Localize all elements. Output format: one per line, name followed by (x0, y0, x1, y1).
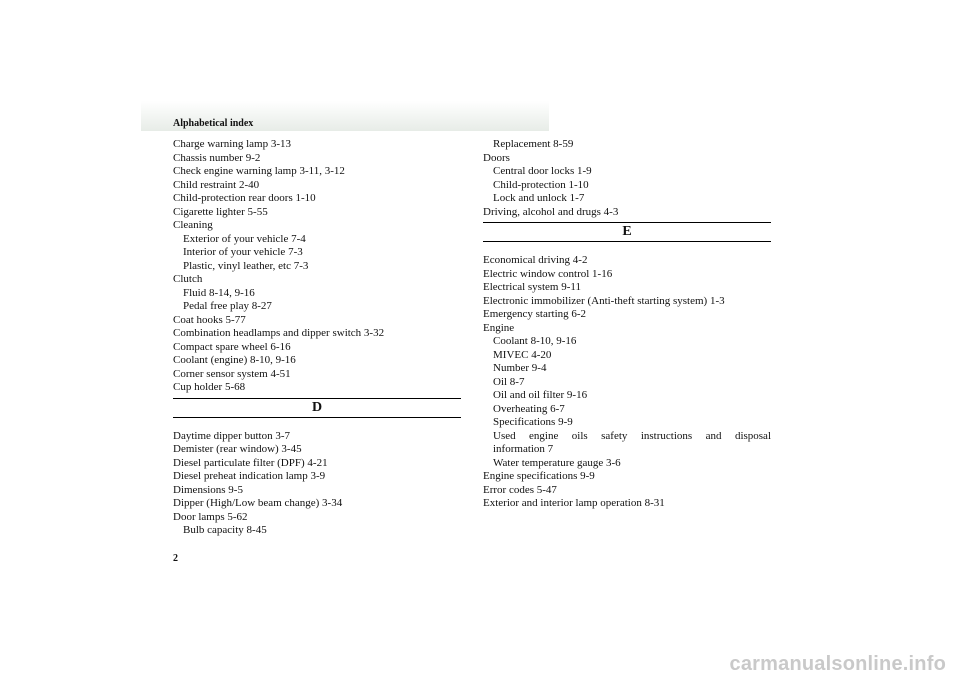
index-entry: Error codes 5-47 (483, 483, 557, 496)
page-title: Alphabetical index (173, 118, 254, 129)
index-entry: Engine (483, 321, 515, 334)
index-subentry: Oil and oil filter 9-16 (493, 389, 588, 401)
index-entry: Emergency starting 6-2 (483, 308, 587, 320)
index-entry: Child-protection rear doors 1-10 (173, 192, 316, 204)
index-subentry: Specifications 9-9 (493, 416, 573, 428)
index-entry: Charge warning lamp 3-13 (173, 138, 292, 150)
index-entry: Diesel preheat indication lamp 3-9 (173, 470, 326, 482)
index-subentry: Number 9-4 (493, 362, 547, 374)
index-entry: Child restraint 2-40 (173, 178, 260, 191)
index-subentry: Water temperature gauge 3-6 (493, 456, 621, 469)
index-entry: Economical driving 4-2 (483, 254, 588, 266)
watermark-link[interactable]: carmanualsonline.info (729, 653, 946, 675)
index-entry: Dimensions 9-5 (173, 483, 243, 496)
index-entry: Clutch (173, 273, 203, 285)
index-entry: Daytime dipper button 3-7 (173, 429, 291, 442)
index-subentry: Central door locks 1-9 (493, 165, 592, 177)
index-entry: Combination headlamps and dipper switch 3-32 (173, 327, 385, 339)
index-entry: Coolant (engine) 8-10, 9-16 (173, 354, 296, 366)
index-subentry: Coolant 8-10, 9-16 (493, 335, 577, 347)
index-subentry: MIVEC 4-20 (493, 348, 552, 361)
index-subentry: Exterior of your vehicle 7-4 (183, 232, 306, 245)
section-heading-d: D (173, 398, 461, 418)
index-subentry: Used engine oils safety instructions and disposal (493, 429, 771, 442)
index-subentry: Child-protection 1-10 (493, 178, 589, 191)
index-entry: Diesel particulate filter (DPF) 4-21 (173, 456, 328, 469)
index-entry: Cigarette lighter 5-55 (173, 205, 268, 218)
index-entry: Exterior and interior lamp operation 8-31 (483, 497, 665, 509)
page-number: 2 (173, 553, 178, 564)
index-entry: Check engine warning lamp 3-11, 3-12 (173, 165, 345, 177)
index-entry: Cup holder 5-68 (173, 381, 246, 393)
index-subentry: Oil 8-7 (493, 375, 525, 388)
index-subentry: Pedal free play 8-27 (183, 300, 272, 312)
index-entry: Demister (rear window) 3-45 (173, 443, 302, 455)
index-entry: Electrical system 9-11 (483, 281, 581, 293)
index-entry: Electronic immobilizer (Anti-theft starting system) 1-3 (483, 294, 725, 307)
section-heading-e: E (483, 222, 771, 242)
index-entry: Door lamps 5-62 (173, 510, 248, 523)
index-entry: Coat hooks 5-77 (173, 313, 246, 326)
index-subentry: Interior of your vehicle 7-3 (183, 246, 303, 258)
index-entry: Chassis number 9-2 (173, 151, 261, 164)
index-entry: Dipper (High/Low beam change) 3-34 (173, 497, 343, 509)
index-entry: Cleaning (173, 219, 213, 231)
index-entry: Engine specifications 9-9 (483, 470, 595, 482)
index-subentry: Bulb capacity 8-45 (183, 524, 267, 536)
index-entry: Doors (483, 151, 510, 164)
index-subentry: Replacement 8-59 (493, 138, 574, 150)
index-column-left (173, 138, 461, 538)
index-column-right (483, 138, 771, 511)
index-entry: Electric window control 1-16 (483, 267, 613, 280)
index-entry: Corner sensor system 4-51 (173, 367, 291, 380)
index-subentry: Overheating 6-7 (493, 402, 565, 415)
index-subentry: Plastic, vinyl leather, etc 7-3 (183, 259, 309, 272)
index-entry: Driving, alcohol and drugs 4-3 (483, 205, 619, 218)
index-subentry-continuation: information 7 (493, 443, 554, 455)
index-subentry: Fluid 8-14, 9-16 (183, 286, 255, 299)
index-subentry: Lock and unlock 1-7 (493, 192, 585, 204)
index-entry: Compact spare wheel 6-16 (173, 340, 291, 353)
